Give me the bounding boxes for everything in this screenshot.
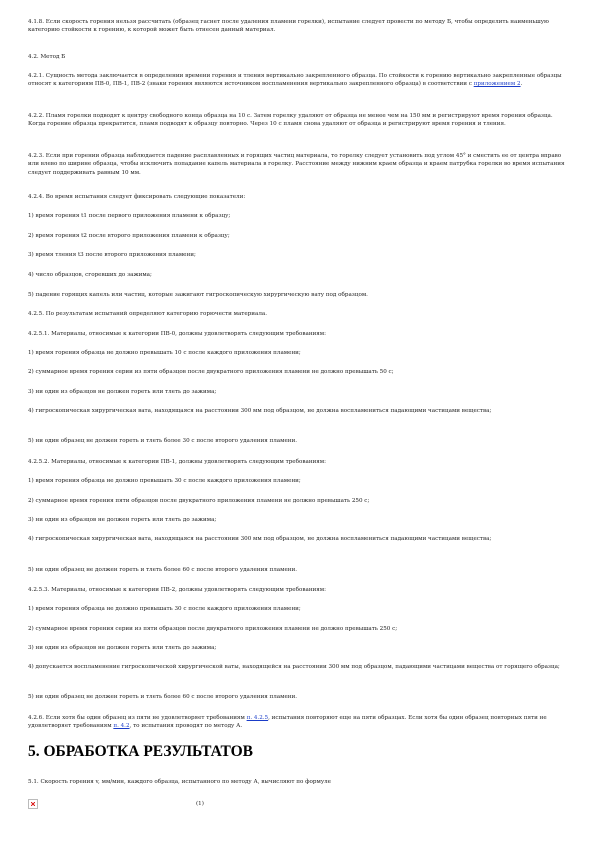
paragraph-4-2-5-2: 4.2.5.2. Материалы, относимые к категории ПВ-1, должны удовлетворять следующим требованиям:: [28, 459, 327, 465]
list-item: 4) гигроскопическая хирургическая вата, находящаяся на расстоянии 300 мм под образцом, не должна воспламениться падающими частицами вещества;: [28, 536, 492, 542]
section-heading: 5. ОБРАБОТКА РЕЗУЛЬТАТОВ: [28, 743, 254, 760]
list-item: 3) время тления t3 после второго приложения пламени;: [28, 252, 196, 258]
paragraph-4-1-8: 4.1.8. Если скорость горения нельзя рассчитать (образец гаснет после удаления пламени горелки), испытание следует провести по методу Б, чтобы определить наименьшую категорию стойкости к горению, к которой может быть отнесен данный материал.: [28, 19, 549, 34]
list-item: 2) суммарное время горения серии из пяти образцов после двукратного приложения пламени не должно превышать 50 с;: [28, 369, 394, 375]
paragraph-5-1: 5.1. Скорость горения v, мм/мин, каждого образца, испытанного по методу А, вычисляют по формуле: [28, 779, 331, 785]
paragraph-4-2: 4.2. Метод Б: [28, 54, 66, 60]
list-item: 2) суммарное время горения серии из пяти образцов после двукратного приложения пламени не должно превышать 250 с;: [28, 626, 398, 632]
list-item: 3) ни один из образцов не должен гореть или тлеть до зажима;: [28, 517, 217, 523]
list-item: 4) допускается воспламенение гигроскопической хирургической ваты, находящейся на расстоянии 300 мм под образцом, падающими частицами вещества от горящего образца;: [28, 664, 560, 670]
paragraph-4-2-2: 4.2.2. Пламя горелки подводят к центру свободного конца образца на 10 с. Затем горелку удаляют от образца не менее чем на 150 мм и регистрируют время горения образца. Когда горение образца прекратится, пламя подводят к образцу повторно. Через 10 с пламя снова удаляют от образца и регистрируют время горения и тления.: [28, 113, 553, 128]
paragraph-4-2-3: 4.2.3. Если при горении образца наблюдается падение расплавленных и горящих частиц материала, то горелку следует установить под углом 45° и сместить ее от центра вправо или влево по ширине образца, чтобы исключить попадание капель материала в горелку. Расстояние между нижним краем образца и краем патрубка горелки во время испытания следует поддерживать равным 10 мм.: [28, 153, 565, 176]
list-item: 1) время горения t1 после первого приложения пламени к образцу;: [28, 213, 231, 219]
list-item: 1) время горения образца не должно превышать 30 с после каждого приложения пламени;: [28, 478, 301, 484]
list-item: 4) гигроскопическая хирургическая вата, находящаяся на расстоянии 300 мм под образцом, не должна воспламениться падающими частицами вещества;: [28, 408, 492, 414]
formula-number: (1): [196, 801, 204, 807]
paragraph-4-2-5-3: 4.2.5.3. Материалы, относимые к категории ПВ-2, должны удовлетворять следующим требованиям:: [28, 587, 327, 593]
list-item: 3) ни один из образцов не должен гореть или тлеть до зажима;: [28, 645, 217, 651]
list-item: 3) ни один из образцов не должен гореть или тлеть до зажима;: [28, 389, 217, 395]
paragraph-4-2-4: 4.2.4. Во время испытания следует фиксировать следующие показатели:: [28, 194, 246, 200]
list-item: 5) ни один образец не должен гореть и тлеть более 60 с после второго удаления пламени.: [28, 567, 298, 573]
list-item: 2) время горения t2 после второго приложения пламени к образцу;: [28, 233, 230, 239]
paragraph-4-2-1: 4.2.1. Сущность метода заключается в определении времени горения и тления вертикально закрепленного образца. По стойкости к горению вертикально закрепленные образцы относят к категориям ПВ-0, ПВ-1, ПВ-2 (знаки горения являются источником воспламенения вертикально закрепленного образца) в соответствии с приложением 2.: [28, 73, 562, 88]
list-item: 2) суммарное время горения пяти образцов после двукратного приложения пламени не должно превышать 250 с;: [28, 498, 370, 504]
paragraph-4-2-5: 4.2.5. По результатам испытаний определяют категорию горючести материала.: [28, 311, 268, 317]
paragraph-4-2-5-1: 4.2.5.1. Материалы, относимые к категории ПВ-0, должны удовлетворять следующим требованиям:: [28, 331, 327, 337]
paragraph-4-2-6: 4.2.6. Если хотя бы один образец из пяти не удовлетворяет требованиям п. 4.2.5, испытания повторяют еще на пяти образцах. Если хотя бы один образец повторных пяти не удовлетворяет требованиям п. 4.2, то испытания проводят по методу А.: [28, 715, 547, 730]
appendix-2-link[interactable]: приложением 2: [473, 81, 521, 88]
broken-image-icon: [28, 799, 38, 809]
list-item: 5) падение горящих капель или частиц, которые зажигают гигроскопическую хирургическую вату под образцом.: [28, 292, 368, 298]
list-item: 4) число образцов, сгоревших до зажима;: [28, 272, 152, 278]
section-4-2-link[interactable]: п. 4.2: [113, 723, 130, 730]
list-item: 5) ни один образец не должен гореть и тлеть более 30 с после второго удаления пламени.: [28, 438, 298, 444]
formula-1: [28, 799, 568, 811]
section-4-2-5-link[interactable]: п. 4.2.5: [246, 715, 269, 721]
list-item: 5) ни один образец не должен гореть и тлеть более 60 с после второго удаления пламени.: [28, 694, 298, 700]
list-item: 1) время горения образца не должно превышать 10 с после каждого приложения пламени;: [28, 350, 301, 356]
list-item: 1) время горения образца не должно превышать 30 с после каждого приложения пламени;: [28, 606, 301, 612]
